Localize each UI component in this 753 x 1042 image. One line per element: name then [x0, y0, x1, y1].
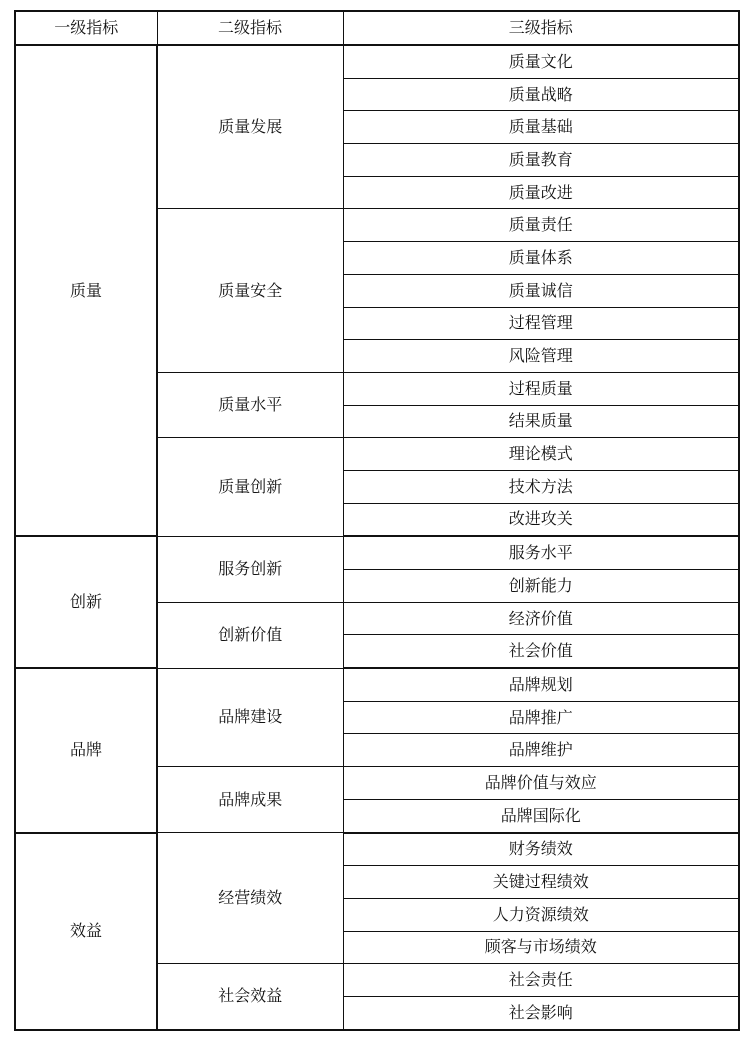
level2-cell: 服务创新 — [157, 536, 343, 602]
level3-cell: 品牌价值与效应 — [343, 767, 739, 800]
level2-cell: 品牌成果 — [157, 767, 343, 833]
level3-cell: 质量诚信 — [343, 274, 739, 307]
level3-cell: 过程质量 — [343, 372, 739, 405]
table-row — [15, 536, 739, 569]
header-row — [15, 11, 739, 45]
level2-cell: 创新价值 — [157, 602, 343, 668]
table-row — [15, 668, 739, 701]
level2-cell: 社会效益 — [157, 964, 343, 1030]
level3-cell: 创新能力 — [343, 570, 739, 603]
table-body — [15, 45, 739, 1030]
header-level2: 二级指标 — [157, 11, 343, 45]
level3-cell: 改进攻关 — [343, 503, 739, 536]
level2-cell: 品牌建设 — [157, 668, 343, 767]
level3-cell: 质量教育 — [343, 144, 739, 177]
level2-cell: 质量创新 — [157, 438, 343, 537]
level3-cell: 质量改进 — [343, 176, 739, 209]
level3-cell: 技术方法 — [343, 470, 739, 503]
indicator-table — [14, 10, 740, 1031]
level3-cell: 品牌规划 — [343, 668, 739, 701]
table-row — [15, 833, 739, 866]
level3-cell: 服务水平 — [343, 536, 739, 569]
level1-cell: 创新 — [15, 536, 157, 668]
level3-cell: 质量文化 — [343, 45, 739, 78]
level2-cell: 质量水平 — [157, 372, 343, 437]
level1-cell: 质量 — [15, 45, 157, 536]
level3-cell: 顾客与市场绩效 — [343, 931, 739, 964]
level3-cell: 品牌推广 — [343, 701, 739, 734]
header-level3: 三级指标 — [343, 11, 739, 45]
level3-cell: 关键过程绩效 — [343, 866, 739, 899]
level3-cell: 社会影响 — [343, 996, 739, 1029]
level3-cell: 社会责任 — [343, 964, 739, 997]
level3-cell: 品牌国际化 — [343, 799, 739, 832]
level2-cell: 经营绩效 — [157, 833, 343, 964]
level2-cell: 质量安全 — [157, 209, 343, 372]
table-header — [15, 11, 739, 45]
level3-cell: 社会价值 — [343, 635, 739, 668]
level3-cell: 质量体系 — [343, 242, 739, 275]
level3-cell: 品牌维护 — [343, 734, 739, 767]
level3-cell: 结果质量 — [343, 405, 739, 438]
level3-cell: 过程管理 — [343, 307, 739, 340]
indicator-table-wrapper — [14, 10, 738, 1031]
level1-cell: 效益 — [15, 833, 157, 1030]
level2-cell: 质量发展 — [157, 45, 343, 209]
level3-cell: 经济价值 — [343, 602, 739, 635]
level3-cell: 质量战略 — [343, 78, 739, 111]
level3-cell: 理论模式 — [343, 438, 739, 471]
table-row — [15, 45, 739, 78]
level3-cell: 风险管理 — [343, 340, 739, 373]
level3-cell: 财务绩效 — [343, 833, 739, 866]
level3-cell: 质量责任 — [343, 209, 739, 242]
level1-cell: 品牌 — [15, 668, 157, 832]
level3-cell: 人力资源绩效 — [343, 898, 739, 931]
level3-cell: 质量基础 — [343, 111, 739, 144]
header-level1: 一级指标 — [15, 11, 157, 45]
